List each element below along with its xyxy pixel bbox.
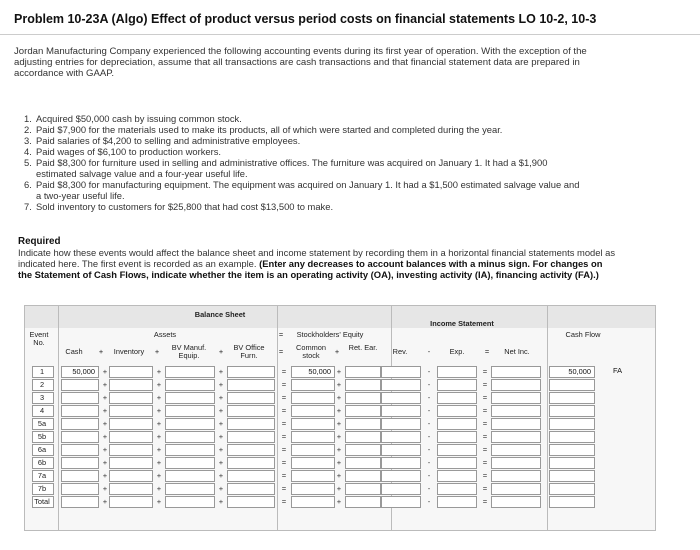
page-title: Problem 10-23A (Algo) Effect of product versus period costs on financial statements LO 10-2, 10-3 xyxy=(14,12,597,26)
cell-cash[interactable] xyxy=(61,405,99,417)
operator-eq: = xyxy=(482,432,488,441)
cell-exp[interactable] xyxy=(437,431,477,443)
cell-common-stock[interactable] xyxy=(291,483,335,495)
cell-rev[interactable] xyxy=(381,431,421,443)
operator-plus: + xyxy=(156,367,162,376)
cell-bv-manuf[interactable] xyxy=(165,392,215,404)
row-label-event: 7a xyxy=(37,471,47,480)
operator-plus: + xyxy=(102,484,108,493)
cell-cash[interactable] xyxy=(61,496,99,508)
cell-common-stock[interactable] xyxy=(291,392,335,404)
cell-bv-office[interactable] xyxy=(227,418,275,430)
cell-exp[interactable] xyxy=(437,379,477,391)
cell-inventory[interactable] xyxy=(109,496,153,508)
column-divider xyxy=(547,306,548,530)
cell-cash[interactable] xyxy=(61,444,99,456)
cell-cash-flow[interactable] xyxy=(549,496,595,508)
cell-inventory[interactable] xyxy=(109,457,153,469)
cell-ret-ear[interactable] xyxy=(345,431,381,443)
operator-plus: + xyxy=(156,445,162,454)
equals-header-sign: = xyxy=(278,330,284,339)
cell-net-inc[interactable] xyxy=(491,444,541,456)
operator-eq: = xyxy=(281,484,287,493)
cell-ret-ear[interactable] xyxy=(345,496,381,508)
operator-eq: = xyxy=(281,419,287,428)
event-text: Paid salaries of $4,200 to selling and administrative employees. xyxy=(36,135,301,146)
cell-bv-office[interactable] xyxy=(227,483,275,495)
operator-plus: + xyxy=(218,367,224,376)
cell-activity[interactable] xyxy=(597,431,641,443)
cell-bv-office[interactable] xyxy=(227,457,275,469)
cell-rev[interactable] xyxy=(381,444,421,456)
cell-cash-flow[interactable] xyxy=(549,392,595,404)
operator-plus: + xyxy=(336,406,342,415)
cell-ret-ear[interactable] xyxy=(345,379,381,391)
operator-plus: + xyxy=(218,380,224,389)
operator-plus: + xyxy=(102,445,108,454)
event-number: 2. xyxy=(24,124,32,135)
rev-column-header: Rev. xyxy=(392,347,408,356)
cell-inventory[interactable] xyxy=(109,418,153,430)
operator-plus: + xyxy=(102,471,108,480)
operator-plus: + xyxy=(218,445,224,454)
common-stock-column-header: Common stock xyxy=(296,343,326,360)
operator-eq: = xyxy=(281,471,287,480)
operator-plus: + xyxy=(336,380,342,389)
row-label-event: 1 xyxy=(39,367,45,376)
event-item xyxy=(24,135,634,146)
cell-cash[interactable] xyxy=(61,392,99,404)
cell-exp[interactable] xyxy=(437,457,477,469)
operator-plus: + xyxy=(336,393,342,402)
cell-cash[interactable] xyxy=(61,457,99,469)
cell-activity[interactable] xyxy=(597,444,641,456)
cell-common-stock[interactable] xyxy=(291,405,335,417)
operator-minus: - xyxy=(427,393,431,402)
operator-eq: = xyxy=(482,445,488,454)
event-text-continued: estimated salvage value and a four-year useful life. xyxy=(36,168,248,179)
cell-bv-office[interactable] xyxy=(227,392,275,404)
title-divider xyxy=(0,34,700,35)
operator-minus: - xyxy=(427,484,431,493)
cell-rev[interactable] xyxy=(381,496,421,508)
stockholders-equity-header: Stockholders' Equity xyxy=(296,330,364,339)
cell-bv-office[interactable] xyxy=(227,379,275,391)
operator-minus: - xyxy=(427,367,431,376)
cell-bv-manuf[interactable] xyxy=(165,405,215,417)
balance-sheet-header: Balance Sheet xyxy=(194,310,246,319)
cell-cash-flow[interactable] xyxy=(549,483,595,495)
cell-rev[interactable] xyxy=(381,470,421,482)
operator-plus: + xyxy=(102,419,108,428)
cell-ret-ear[interactable] xyxy=(345,470,381,482)
operator-plus: + xyxy=(156,471,162,480)
operator-plus: + xyxy=(102,432,108,441)
operator-eq: = xyxy=(482,380,488,389)
cell-cash[interactable] xyxy=(61,470,99,482)
cell-exp[interactable] xyxy=(437,392,477,404)
cash-flow-activity[interactable]: FA xyxy=(612,366,623,375)
operator-eq: = xyxy=(482,497,488,506)
events-list xyxy=(24,113,634,212)
header-band xyxy=(25,306,655,328)
plus-sign: + xyxy=(154,347,160,356)
cell-net-inc[interactable] xyxy=(491,496,541,508)
event-number: 5. xyxy=(24,157,32,168)
cell-activity[interactable] xyxy=(597,405,641,417)
cell-net-inc[interactable] xyxy=(491,457,541,469)
cell-exp[interactable] xyxy=(437,496,477,508)
operator-eq: = xyxy=(281,393,287,402)
cell-bv-office[interactable] xyxy=(227,405,275,417)
cell-rev[interactable] xyxy=(381,379,421,391)
cell-net-inc[interactable] xyxy=(491,483,541,495)
required-bold-instructions: (Enter any decreases to account balances with a minus sign. For changes on the Statement of Cash Flows, indicate whether the item is an operating activity (OA), investing activity (IA), financing activity (FA).) xyxy=(18,258,603,280)
cell-rev[interactable] xyxy=(381,483,421,495)
row-label-event: 5a xyxy=(37,419,47,428)
row-label-event: 5b xyxy=(37,432,47,441)
operator-plus: + xyxy=(156,406,162,415)
operator-plus: + xyxy=(218,458,224,467)
cell-cash[interactable] xyxy=(61,418,99,430)
plus-sign: + xyxy=(218,347,224,356)
event-number: 1. xyxy=(24,113,32,124)
cell-inventory[interactable] xyxy=(109,366,153,378)
cell-cash-flow[interactable] xyxy=(549,431,595,443)
operator-plus: + xyxy=(102,393,108,402)
row-label-event: 4 xyxy=(39,406,45,415)
cell-net-inc[interactable] xyxy=(491,366,541,378)
operator-plus: + xyxy=(156,484,162,493)
cell-net-inc[interactable] xyxy=(491,392,541,404)
cell-common-stock[interactable] xyxy=(291,431,335,443)
event-text: Sold inventory to customers for $25,800 that had cost $13,500 to make. xyxy=(36,201,334,212)
cell-bv-manuf[interactable] xyxy=(165,483,215,495)
bv-manuf-column-header: BV Manuf. Equip. xyxy=(171,343,207,360)
operator-minus: - xyxy=(427,458,431,467)
cell-cash[interactable] xyxy=(61,483,99,495)
event-text: Paid $8,300 for manufacturing equipment. The equipment was acquired on January 1. It had a $1,500 estimated salvage value and xyxy=(36,179,580,190)
cell-ret-ear[interactable] xyxy=(345,392,381,404)
required-heading: Required xyxy=(18,236,61,247)
cell-cash-flow[interactable] xyxy=(549,405,595,417)
cell-inventory[interactable] xyxy=(109,431,153,443)
operator-eq: = xyxy=(281,406,287,415)
row-label-event: 2 xyxy=(39,380,45,389)
operator-minus: - xyxy=(427,406,431,415)
operator-plus: + xyxy=(218,393,224,402)
cell-activity[interactable] xyxy=(597,457,641,469)
financial-statements-model xyxy=(24,305,656,531)
operator-minus: - xyxy=(427,471,431,480)
event-text: Paid $8,300 for furniture used in selling and administrative offices. The furniture was acquired on January 1. It had a $1,900 xyxy=(36,157,548,168)
cell-activity[interactable] xyxy=(597,483,641,495)
cell-cash[interactable] xyxy=(61,431,99,443)
operator-minus: - xyxy=(427,432,431,441)
operator-plus: + xyxy=(336,471,342,480)
cell-inventory[interactable] xyxy=(109,405,153,417)
operator-plus: + xyxy=(218,484,224,493)
cell-exp[interactable] xyxy=(437,483,477,495)
event-number: 7. xyxy=(24,201,32,212)
operator-eq: = xyxy=(281,367,287,376)
event-no-header: Event No. xyxy=(29,330,49,347)
net-inc-column-header: Net Inc. xyxy=(504,347,530,356)
exp-column-header: Exp. xyxy=(449,347,465,356)
operator-eq: = xyxy=(281,445,287,454)
event-item xyxy=(24,124,634,135)
required-text xyxy=(18,247,618,280)
cell-rev[interactable] xyxy=(381,392,421,404)
bv-office-column-header: BV Office Furn. xyxy=(233,343,265,360)
event-number: 6. xyxy=(24,179,32,190)
operator-plus: + xyxy=(156,380,162,389)
cell-bv-manuf[interactable] xyxy=(165,457,215,469)
operator-plus: + xyxy=(218,432,224,441)
operator-minus: - xyxy=(427,445,431,454)
operator-eq: = xyxy=(482,406,488,415)
cell-cash-flow[interactable] xyxy=(549,444,595,456)
operator-minus: - xyxy=(427,419,431,428)
equals-sign: = xyxy=(278,347,284,356)
cell-bv-office[interactable] xyxy=(227,496,275,508)
cell-inventory[interactable] xyxy=(109,444,153,456)
column-divider xyxy=(277,306,278,530)
operator-minus: - xyxy=(427,497,431,506)
cell-rev[interactable] xyxy=(381,418,421,430)
cell-cash[interactable]: 50,000 xyxy=(61,366,99,378)
row-label-event: 3 xyxy=(39,393,45,402)
plus-sign: + xyxy=(334,347,340,356)
row-label-event: Total xyxy=(34,497,50,506)
cell-inventory[interactable] xyxy=(109,379,153,391)
operator-eq: = xyxy=(281,458,287,467)
cell-exp[interactable] xyxy=(437,405,477,417)
required-instructions: Indicate how these events would affect the balance sheet and income statement by recording them in a horizontal financial statements model as indicated here. The first event is recorded as an example. xyxy=(18,247,616,269)
operator-minus: - xyxy=(427,380,431,389)
assets-header: Assets xyxy=(153,330,177,339)
operator-plus: + xyxy=(336,367,342,376)
cell-exp[interactable] xyxy=(437,366,477,378)
operator-plus: + xyxy=(336,497,342,506)
plus-sign: + xyxy=(98,347,104,356)
cell-inventory[interactable] xyxy=(109,483,153,495)
cell-bv-office[interactable] xyxy=(227,444,275,456)
cell-activity[interactable] xyxy=(597,392,641,404)
operator-eq: = xyxy=(482,367,488,376)
cell-bv-office[interactable] xyxy=(227,366,275,378)
event-item xyxy=(24,201,634,212)
event-text: Acquired $50,000 cash by issuing common stock. xyxy=(36,113,242,124)
cell-cash-flow[interactable] xyxy=(549,379,595,391)
cell-activity[interactable] xyxy=(597,470,641,482)
cell-common-stock[interactable] xyxy=(291,496,335,508)
minus-sign: - xyxy=(427,347,431,356)
operator-eq: = xyxy=(482,484,488,493)
cell-ret-ear[interactable] xyxy=(345,483,381,495)
cell-common-stock[interactable]: 50,000 xyxy=(291,366,335,378)
cell-ret-ear[interactable] xyxy=(345,405,381,417)
cell-inventory[interactable] xyxy=(109,470,153,482)
operator-plus: + xyxy=(156,393,162,402)
cell-activity[interactable] xyxy=(597,379,641,391)
operator-plus: + xyxy=(102,367,108,376)
cell-exp[interactable] xyxy=(437,444,477,456)
cell-rev[interactable] xyxy=(381,405,421,417)
operator-plus: + xyxy=(102,406,108,415)
cell-cash-flow[interactable] xyxy=(549,457,595,469)
operator-plus: + xyxy=(218,419,224,428)
ret-ear-column-header: Ret. Ear. xyxy=(348,343,378,352)
event-text: Paid wages of $6,100 to production workers. xyxy=(36,146,222,157)
cell-cash[interactable] xyxy=(61,379,99,391)
event-item xyxy=(24,113,634,124)
event-text-continued: a two-year useful life. xyxy=(36,190,125,201)
cell-common-stock[interactable] xyxy=(291,444,335,456)
cell-bv-office[interactable] xyxy=(227,470,275,482)
cell-cash-flow[interactable] xyxy=(549,470,595,482)
event-number: 3. xyxy=(24,135,32,146)
row-label-event: 6a xyxy=(37,445,47,454)
cell-rev[interactable] xyxy=(381,457,421,469)
operator-plus: + xyxy=(336,445,342,454)
cell-net-inc[interactable] xyxy=(491,431,541,443)
operator-eq: = xyxy=(482,458,488,467)
operator-plus: + xyxy=(102,458,108,467)
cell-inventory[interactable] xyxy=(109,392,153,404)
equals-sign: = xyxy=(484,347,490,356)
operator-eq: = xyxy=(482,419,488,428)
column-divider xyxy=(58,306,59,530)
operator-eq: = xyxy=(281,497,287,506)
cell-common-stock[interactable] xyxy=(291,457,335,469)
operator-plus: + xyxy=(156,497,162,506)
operator-plus: + xyxy=(336,484,342,493)
operator-plus: + xyxy=(336,458,342,467)
cell-ret-ear[interactable] xyxy=(345,457,381,469)
event-item xyxy=(24,157,634,179)
event-number: 4. xyxy=(24,146,32,157)
operator-eq: = xyxy=(281,432,287,441)
operator-eq: = xyxy=(482,393,488,402)
operator-plus: + xyxy=(102,497,108,506)
cell-bv-manuf[interactable] xyxy=(165,418,215,430)
cell-ret-ear[interactable] xyxy=(345,418,381,430)
operator-eq: = xyxy=(482,471,488,480)
cell-rev[interactable] xyxy=(381,366,421,378)
cell-cash-flow[interactable]: 50,000 xyxy=(549,366,595,378)
event-item xyxy=(24,146,634,157)
cell-common-stock[interactable] xyxy=(291,470,335,482)
cell-ret-ear[interactable] xyxy=(345,444,381,456)
operator-plus: + xyxy=(102,380,108,389)
cell-exp[interactable] xyxy=(437,418,477,430)
cell-bv-manuf[interactable] xyxy=(165,496,215,508)
cell-bv-manuf[interactable] xyxy=(165,379,215,391)
inventory-column-header: Inventory xyxy=(113,347,145,356)
cell-activity[interactable] xyxy=(597,418,641,430)
cell-activity[interactable] xyxy=(597,496,641,508)
cell-cash-flow[interactable] xyxy=(549,418,595,430)
event-text: Paid $7,900 for the materials used to make its products, all of which were started and completed during the year. xyxy=(36,124,503,135)
cell-ret-ear[interactable] xyxy=(345,366,381,378)
cell-bv-manuf[interactable] xyxy=(165,470,215,482)
cash-column-header: Cash xyxy=(65,347,83,356)
cell-net-inc[interactable] xyxy=(491,470,541,482)
cell-exp[interactable] xyxy=(437,470,477,482)
cell-net-inc[interactable] xyxy=(491,418,541,430)
operator-plus: + xyxy=(336,419,342,428)
cell-common-stock[interactable] xyxy=(291,418,335,430)
operator-plus: + xyxy=(218,406,224,415)
operator-plus: + xyxy=(218,471,224,480)
cell-bv-manuf[interactable] xyxy=(165,444,215,456)
operator-plus: + xyxy=(336,432,342,441)
operator-plus: + xyxy=(156,458,162,467)
row-label-event: 7b xyxy=(37,484,47,493)
cell-net-inc[interactable] xyxy=(491,405,541,417)
intro-text: Jordan Manufacturing Company experienced the following accounting events during its first year of operation. With the exception of the adjusting entries for depreciation, assume that all transactions are cash transactions and that financial statement data are prepared in accordance with GAAP. xyxy=(14,46,587,79)
cell-net-inc[interactable] xyxy=(491,379,541,391)
row-label-event: 6b xyxy=(37,458,47,467)
cash-flow-header: Cash Flow xyxy=(565,330,601,339)
cell-bv-office[interactable] xyxy=(227,431,275,443)
cell-bv-manuf[interactable] xyxy=(165,431,215,443)
cell-bv-manuf[interactable] xyxy=(165,366,215,378)
operator-plus: + xyxy=(218,497,224,506)
operator-plus: + xyxy=(156,419,162,428)
cell-common-stock[interactable] xyxy=(291,379,335,391)
operator-plus: + xyxy=(156,432,162,441)
operator-eq: = xyxy=(281,380,287,389)
income-statement-header: Income Statement xyxy=(430,319,494,328)
event-item xyxy=(24,179,634,201)
